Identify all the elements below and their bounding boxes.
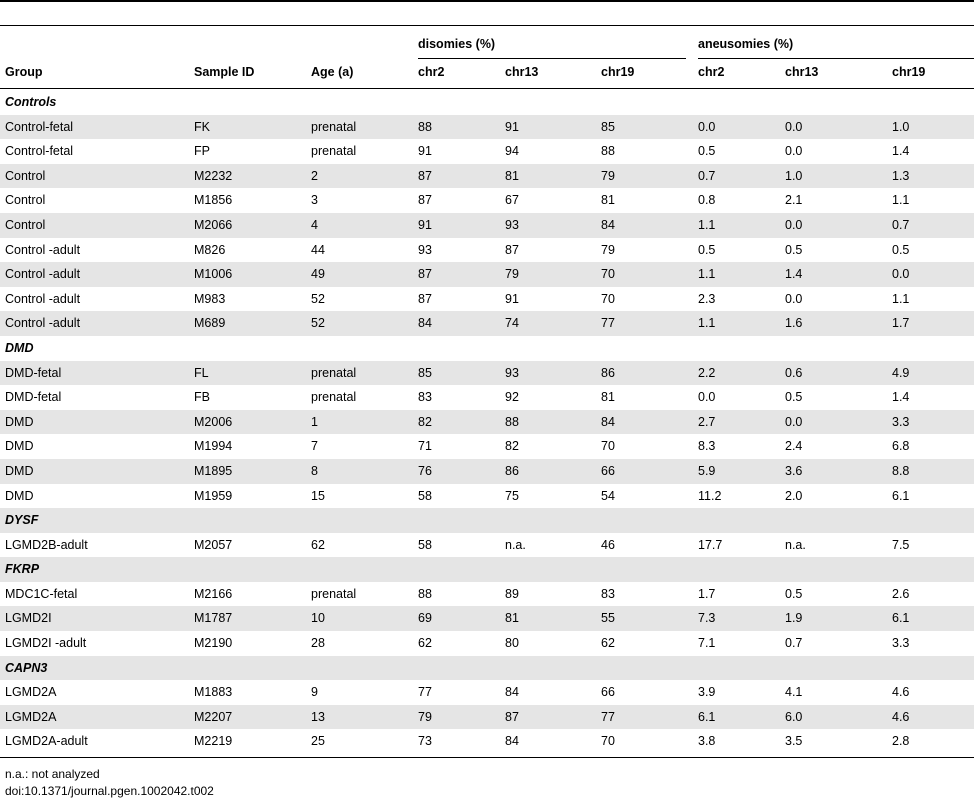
- cell-sample-id: M1006: [194, 267, 233, 282]
- cell-sample-id: FK: [194, 119, 210, 134]
- cell-aneusomies-chr13: 0.0: [785, 119, 803, 134]
- cell-aneusomies-chr19: 3.3: [892, 636, 910, 651]
- cell-aneusomies-chr2: 7.1: [698, 636, 716, 651]
- cell-age: 3: [311, 193, 318, 208]
- cell-disomies-chr19: 79: [601, 242, 615, 257]
- cell-aneusomies-chr2: 0.7: [698, 168, 716, 183]
- cell-sample-id: M1856: [194, 193, 233, 208]
- cell-disomies-chr2: 79: [418, 709, 432, 724]
- cell-aneusomies-chr2: 0.5: [698, 242, 716, 257]
- cell-disomies-chr13: 87: [505, 242, 519, 257]
- cell-age: 52: [311, 316, 325, 331]
- cell-aneusomies-chr13: 0.5: [785, 390, 803, 405]
- cell-sample-id: M826: [194, 242, 226, 257]
- cell-age: 8: [311, 463, 318, 478]
- cell-aneusomies-chr19: 2.6: [892, 586, 910, 601]
- cell-disomies-chr19: 55: [601, 611, 615, 626]
- cell-disomies-chr2: 73: [418, 734, 432, 749]
- cell-disomies-chr2: 76: [418, 463, 432, 478]
- cell-aneusomies-chr2: 8.3: [698, 439, 716, 454]
- cell-aneusomies-chr13: 2.1: [785, 193, 803, 208]
- table-row: [0, 459, 974, 484]
- cell-disomies-chr13: 75: [505, 488, 519, 503]
- cell-aneusomies-chr13: 2.0: [785, 488, 803, 503]
- cell-aneusomies-chr2: 3.8: [698, 734, 716, 749]
- table-row: [0, 484, 974, 509]
- cell-aneusomies-chr13: 0.0: [785, 291, 803, 306]
- cell-sample-id: M1994: [194, 439, 233, 454]
- cell-disomies-chr13: 88: [505, 414, 519, 429]
- cell-age: 52: [311, 291, 325, 306]
- cell-aneusomies-chr19: 0.7: [892, 217, 910, 232]
- cell-disomies-chr2: 84: [418, 316, 432, 331]
- section-row: [0, 336, 974, 361]
- section-label: DMD: [5, 340, 34, 355]
- cell-disomies-chr19: 81: [601, 193, 615, 208]
- cell-disomies-chr13: 89: [505, 586, 519, 601]
- cell-group: DMD: [5, 439, 34, 454]
- cell-sample-id: M2166: [194, 586, 233, 601]
- cell-aneusomies-chr19: 6.1: [892, 611, 910, 626]
- cell-age: 62: [311, 537, 325, 552]
- table-row: [0, 729, 974, 754]
- table-row: [0, 582, 974, 607]
- cell-sample-id: M1959: [194, 488, 233, 503]
- cell-group: DMD: [5, 463, 34, 478]
- cell-aneusomies-chr19: 1.3: [892, 168, 910, 183]
- cell-disomies-chr13: 84: [505, 685, 519, 700]
- cell-aneusomies-chr2: 2.2: [698, 365, 716, 380]
- cell-group: DMD-fetal: [5, 390, 62, 405]
- table-row: [0, 262, 974, 287]
- cell-disomies-chr2: 88: [418, 119, 432, 134]
- cell-disomies-chr2: 85: [418, 365, 432, 380]
- cell-disomies-chr19: 62: [601, 636, 615, 651]
- cell-disomies-chr19: 77: [601, 709, 615, 724]
- cell-aneusomies-chr19: 4.9: [892, 365, 910, 380]
- cell-disomies-chr13: 93: [505, 365, 519, 380]
- cell-aneusomies-chr13: 2.4: [785, 439, 803, 454]
- header-bottom-rule: [0, 88, 974, 89]
- cell-aneusomies-chr13: 0.0: [785, 217, 803, 232]
- cell-aneusomies-chr19: 4.6: [892, 709, 910, 724]
- cell-sample-id: M2066: [194, 217, 233, 232]
- column-header-group: Group: [5, 65, 43, 79]
- cell-disomies-chr2: 91: [418, 217, 432, 232]
- cell-disomies-chr13: 74: [505, 316, 519, 331]
- cell-disomies-chr19: 70: [601, 734, 615, 749]
- cell-disomies-chr19: 81: [601, 390, 615, 405]
- cell-aneusomies-chr13: 0.5: [785, 242, 803, 257]
- cell-disomies-chr19: 86: [601, 365, 615, 380]
- cell-aneusomies-chr2: 3.9: [698, 685, 716, 700]
- table-row: [0, 164, 974, 189]
- cell-disomies-chr13: 94: [505, 144, 519, 159]
- cell-group: LGMD2B-adult: [5, 537, 88, 552]
- cell-age: prenatal: [311, 390, 357, 405]
- cell-age: prenatal: [311, 586, 357, 601]
- cell-group: Control-fetal: [5, 119, 74, 134]
- group-header-aneusomies: aneusomies (%): [698, 37, 794, 51]
- cell-disomies-chr13: 87: [505, 709, 519, 724]
- section-label: FKRP: [5, 562, 40, 577]
- table-row: [0, 213, 974, 238]
- cell-age: 49: [311, 267, 325, 282]
- cell-disomies-chr19: 66: [601, 685, 615, 700]
- cell-sample-id: M2207: [194, 709, 233, 724]
- cell-aneusomies-chr13: 3.5: [785, 734, 803, 749]
- footnote-doi: doi:10.1371/journal.pgen.1002042.t002: [5, 784, 214, 798]
- cell-aneusomies-chr13: 1.6: [785, 316, 803, 331]
- table-row: [0, 631, 974, 656]
- cell-disomies-chr19: 70: [601, 439, 615, 454]
- cell-aneusomies-chr19: 1.4: [892, 144, 910, 159]
- cell-disomies-chr13: 84: [505, 734, 519, 749]
- cell-group: Control -adult: [5, 242, 81, 257]
- cell-age: 7: [311, 439, 318, 454]
- table-row: [0, 410, 974, 435]
- cell-disomies-chr2: 58: [418, 537, 432, 552]
- cell-age: 9: [311, 685, 318, 700]
- cell-sample-id: FL: [194, 365, 209, 380]
- table-row: [0, 533, 974, 558]
- cell-age: prenatal: [311, 144, 357, 159]
- cell-disomies-chr2: 58: [418, 488, 432, 503]
- cell-disomies-chr2: 71: [418, 439, 432, 454]
- cell-disomies-chr13: 79: [505, 267, 519, 282]
- cell-age: 28: [311, 636, 325, 651]
- cell-age: 4: [311, 217, 318, 232]
- cell-aneusomies-chr13: 3.6: [785, 463, 803, 478]
- cell-group: Control-fetal: [5, 144, 74, 159]
- cell-disomies-chr19: 84: [601, 217, 615, 232]
- table-row: [0, 238, 974, 263]
- cell-group: LGMD2A: [5, 685, 57, 700]
- cell-disomies-chr19: 79: [601, 168, 615, 183]
- cell-group: LGMD2A: [5, 709, 57, 724]
- cell-group: Control: [5, 217, 46, 232]
- cell-disomies-chr2: 82: [418, 414, 432, 429]
- section-row: [0, 90, 974, 115]
- cell-disomies-chr2: 69: [418, 611, 432, 626]
- cell-sample-id: M983: [194, 291, 226, 306]
- cell-disomies-chr19: 77: [601, 316, 615, 331]
- cell-disomies-chr13: 81: [505, 168, 519, 183]
- cell-age: 1: [311, 414, 318, 429]
- cell-aneusomies-chr2: 0.0: [698, 390, 716, 405]
- section-row: [0, 557, 974, 582]
- cell-sample-id: M2190: [194, 636, 233, 651]
- section-label: DYSF: [5, 513, 39, 528]
- cell-aneusomies-chr2: 1.1: [698, 217, 716, 232]
- cell-sample-id: M2232: [194, 168, 233, 183]
- cell-group: Control: [5, 168, 46, 183]
- cell-aneusomies-chr2: 2.7: [698, 414, 716, 429]
- cell-aneusomies-chr19: 8.8: [892, 463, 910, 478]
- cell-sample-id: M2006: [194, 414, 233, 429]
- cell-disomies-chr19: 83: [601, 586, 615, 601]
- cell-age: 13: [311, 709, 325, 724]
- table-row: [0, 287, 974, 312]
- cell-disomies-chr13: n.a.: [505, 537, 526, 552]
- cell-aneusomies-chr2: 1.1: [698, 316, 716, 331]
- cell-aneusomies-chr2: 0.5: [698, 144, 716, 159]
- cell-disomies-chr13: 86: [505, 463, 519, 478]
- section-row: [0, 508, 974, 533]
- column-header-aneusomies-chr2: chr2: [698, 65, 725, 79]
- cell-disomies-chr13: 91: [505, 119, 519, 134]
- cell-disomies-chr13: 82: [505, 439, 519, 454]
- cell-disomies-chr2: 62: [418, 636, 432, 651]
- cell-disomies-chr2: 77: [418, 685, 432, 700]
- column-header-disomies-chr2: chr2: [418, 65, 445, 79]
- footnote-na: n.a.: not analyzed: [5, 767, 100, 781]
- cell-disomies-chr2: 87: [418, 168, 432, 183]
- cell-aneusomies-chr19: 0.5: [892, 242, 910, 257]
- cell-aneusomies-chr13: 0.0: [785, 144, 803, 159]
- cell-group: DMD: [5, 414, 34, 429]
- cell-aneusomies-chr13: 0.7: [785, 636, 803, 651]
- cell-disomies-chr19: 46: [601, 537, 615, 552]
- cell-sample-id: M1787: [194, 611, 233, 626]
- cell-age: 44: [311, 242, 325, 257]
- cell-aneusomies-chr19: 6.8: [892, 439, 910, 454]
- cell-disomies-chr19: 85: [601, 119, 615, 134]
- cell-aneusomies-chr13: n.a.: [785, 537, 806, 552]
- cell-aneusomies-chr2: 0.0: [698, 119, 716, 134]
- column-header-sample-id: Sample ID: [194, 65, 255, 79]
- table-row: [0, 434, 974, 459]
- cell-aneusomies-chr13: 0.6: [785, 365, 803, 380]
- cell-sample-id: M2057: [194, 537, 233, 552]
- cell-sample-id: M2219: [194, 734, 233, 749]
- cell-sample-id: M1883: [194, 685, 233, 700]
- cell-group: Control: [5, 193, 46, 208]
- disomies-underline: [418, 58, 686, 59]
- cell-age: prenatal: [311, 365, 357, 380]
- top-rule: [0, 0, 974, 2]
- cell-sample-id: FB: [194, 390, 210, 405]
- cell-aneusomies-chr19: 6.1: [892, 488, 910, 503]
- table-body: [0, 90, 974, 754]
- cell-aneusomies-chr2: 5.9: [698, 463, 716, 478]
- cell-aneusomies-chr2: 7.3: [698, 611, 716, 626]
- bottom-rule: [0, 757, 974, 758]
- column-header-aneusomies-chr19: chr19: [892, 65, 926, 79]
- cell-disomies-chr2: 87: [418, 193, 432, 208]
- cell-group: LGMD2I -adult: [5, 636, 87, 651]
- column-header-aneusomies-chr13: chr13: [785, 65, 819, 79]
- cell-disomies-chr13: 80: [505, 636, 519, 651]
- cell-group: LGMD2A-adult: [5, 734, 88, 749]
- table-row: [0, 385, 974, 410]
- cell-disomies-chr2: 87: [418, 291, 432, 306]
- cell-aneusomies-chr2: 11.2: [698, 488, 722, 503]
- table-row: [0, 188, 974, 213]
- cell-sample-id: M1895: [194, 463, 233, 478]
- header-top-rule: [0, 25, 974, 26]
- cell-aneusomies-chr13: 1.0: [785, 168, 803, 183]
- table-row: [0, 115, 974, 140]
- cell-aneusomies-chr13: 6.0: [785, 709, 803, 724]
- cell-disomies-chr13: 67: [505, 193, 519, 208]
- cell-sample-id: M689: [194, 316, 226, 331]
- table-row: [0, 680, 974, 705]
- cell-group: LGMD2I: [5, 611, 52, 626]
- cell-group: Control -adult: [5, 316, 81, 331]
- table-row: [0, 606, 974, 631]
- cell-aneusomies-chr19: 4.6: [892, 685, 910, 700]
- cell-aneusomies-chr19: 1.1: [892, 291, 910, 306]
- cell-aneusomies-chr2: 6.1: [698, 709, 716, 724]
- cell-aneusomies-chr19: 7.5: [892, 537, 910, 552]
- cell-disomies-chr2: 83: [418, 390, 432, 405]
- cell-disomies-chr19: 66: [601, 463, 615, 478]
- cell-disomies-chr2: 87: [418, 267, 432, 282]
- cell-aneusomies-chr19: 1.4: [892, 390, 910, 405]
- group-header-disomies: disomies (%): [418, 37, 496, 51]
- cell-group: DMD: [5, 488, 34, 503]
- cell-aneusomies-chr13: 0.5: [785, 586, 803, 601]
- cell-age: 10: [311, 611, 325, 626]
- section-label: Controls: [5, 95, 57, 109]
- aneusomies-underline: [698, 58, 974, 59]
- table-row: [0, 311, 974, 336]
- cell-aneusomies-chr2: 0.8: [698, 193, 716, 208]
- cell-disomies-chr2: 91: [418, 144, 432, 159]
- cell-disomies-chr2: 88: [418, 586, 432, 601]
- column-header-disomies-chr19: chr19: [601, 65, 635, 79]
- cell-disomies-chr13: 93: [505, 217, 519, 232]
- cell-group: MDC1C-fetal: [5, 586, 78, 601]
- cell-disomies-chr13: 91: [505, 291, 519, 306]
- column-header-disomies-chr13: chr13: [505, 65, 539, 79]
- cell-aneusomies-chr19: 3.3: [892, 414, 910, 429]
- cell-aneusomies-chr2: 17.7: [698, 537, 723, 552]
- cell-aneusomies-chr13: 0.0: [785, 414, 803, 429]
- cell-disomies-chr13: 81: [505, 611, 519, 626]
- table-row: [0, 139, 974, 164]
- cell-aneusomies-chr19: 2.8: [892, 734, 910, 749]
- column-header-age: Age (a): [311, 65, 354, 79]
- section-row: [0, 656, 974, 681]
- cell-aneusomies-chr19: 0.0: [892, 267, 910, 282]
- cell-group: DMD-fetal: [5, 365, 62, 380]
- cell-aneusomies-chr13: 1.9: [785, 611, 803, 626]
- cell-group: Control -adult: [5, 291, 81, 306]
- cell-aneusomies-chr2: 1.1: [698, 267, 716, 282]
- table-row: [0, 705, 974, 730]
- cell-aneusomies-chr13: 1.4: [785, 267, 803, 282]
- cell-group: Control -adult: [5, 267, 81, 282]
- cell-age: 25: [311, 734, 325, 749]
- cell-aneusomies-chr2: 2.3: [698, 291, 716, 306]
- section-label: CAPN3: [5, 660, 48, 675]
- cell-disomies-chr13: 92: [505, 390, 519, 405]
- cell-aneusomies-chr19: 1.7: [892, 316, 910, 331]
- table-row: [0, 361, 974, 386]
- cell-aneusomies-chr13: 4.1: [785, 685, 803, 700]
- cell-disomies-chr19: 70: [601, 267, 615, 282]
- cell-disomies-chr19: 84: [601, 414, 615, 429]
- cell-disomies-chr2: 93: [418, 242, 432, 257]
- cell-disomies-chr19: 54: [601, 488, 615, 503]
- cell-aneusomies-chr2: 1.7: [698, 586, 716, 601]
- cell-sample-id: FP: [194, 144, 210, 159]
- cell-age: 2: [311, 168, 318, 183]
- cell-aneusomies-chr19: 1.0: [892, 119, 910, 134]
- cell-age: prenatal: [311, 119, 357, 134]
- cell-aneusomies-chr19: 1.1: [892, 193, 910, 208]
- cell-age: 15: [311, 488, 325, 503]
- cell-disomies-chr19: 70: [601, 291, 615, 306]
- cell-disomies-chr19: 88: [601, 144, 615, 159]
